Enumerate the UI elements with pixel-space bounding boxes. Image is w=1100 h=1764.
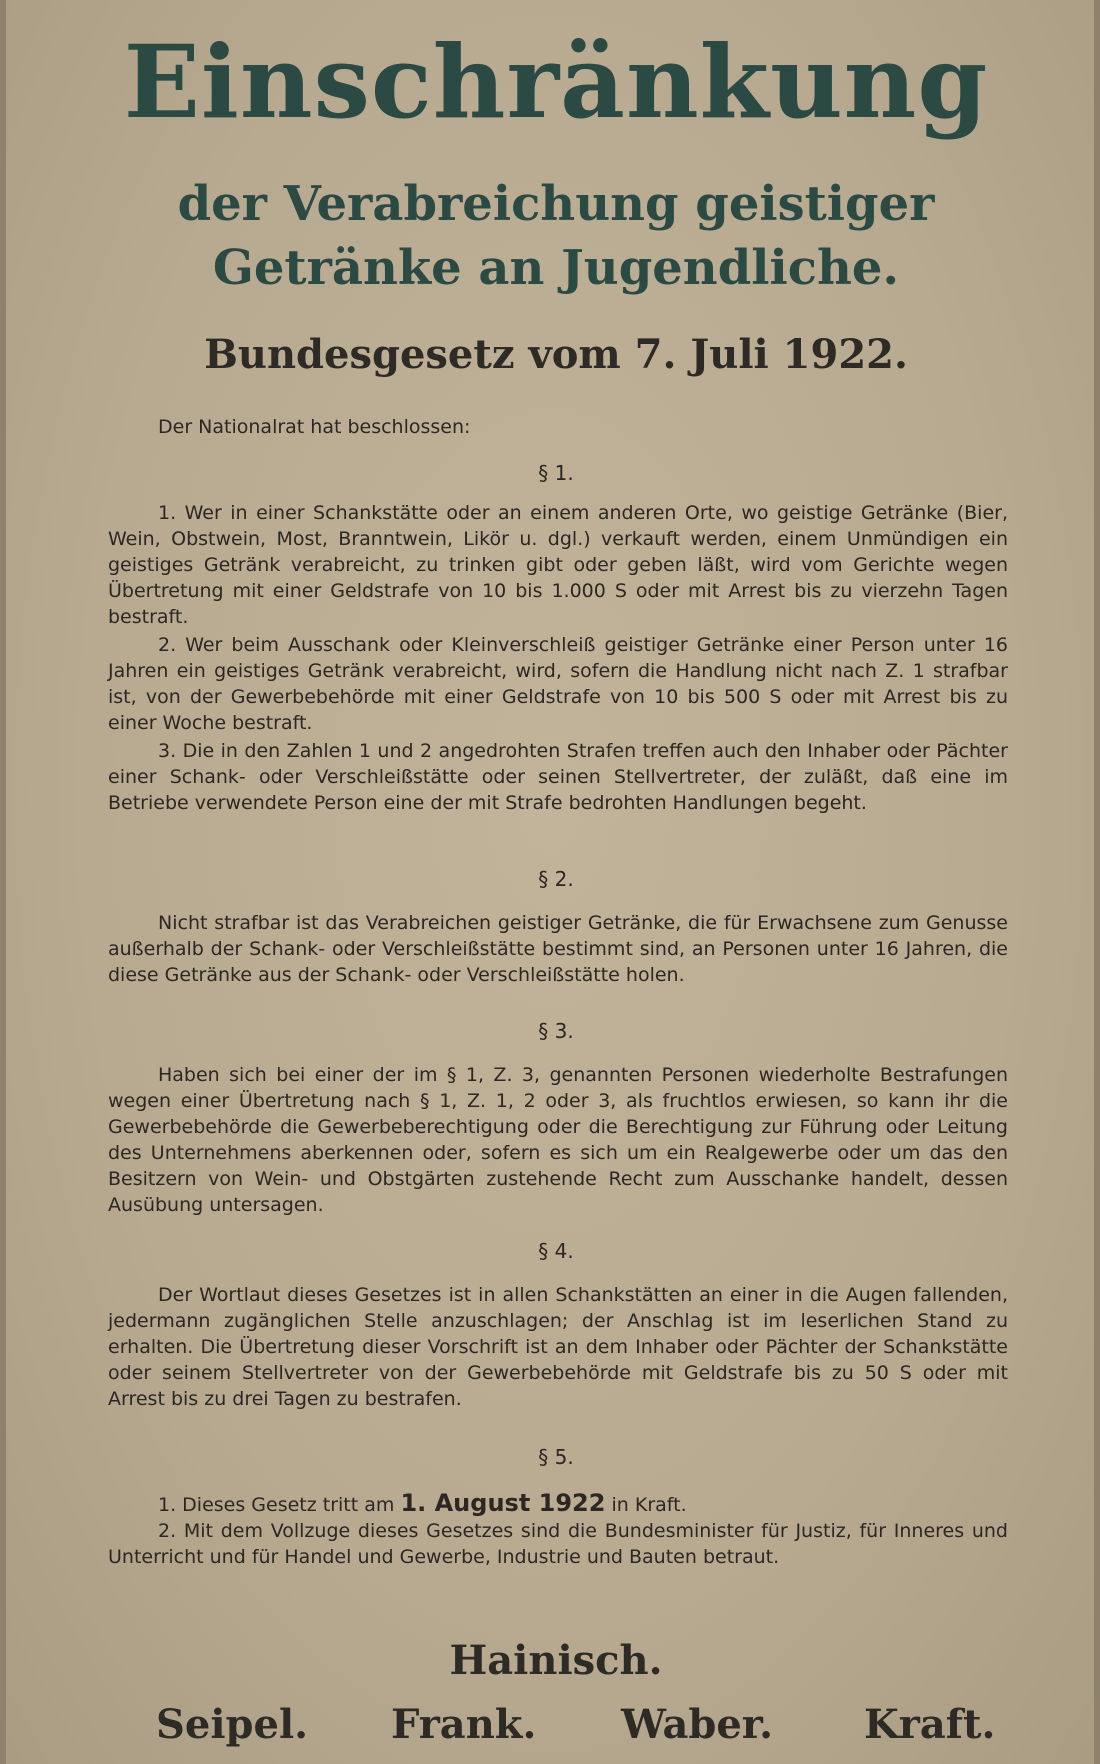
president-signature: Hainisch. xyxy=(449,1637,663,1684)
section-5-text-after-date: in Kraft. xyxy=(611,1494,687,1516)
section-3-heading: § 3. xyxy=(538,1019,574,1043)
section-4-heading: § 4. xyxy=(538,1239,574,1263)
section-1-body xyxy=(108,500,1008,816)
section-1-paragraph-3: 3. Die in den Zahlen 1 und 2 angedrohten Strafen treffen auch den Inhaber oder Pächter einer Schank- oder Verschleißstätte oder seinen Stellvertreter, der zuläßt, daß eine im Betriebe verwendete Person eine der mit Strafe bedrohten Handlungen begeht. xyxy=(108,740,1008,814)
law-date: Bundesgesetz vom 7. Juli 1922. xyxy=(204,331,908,378)
section-1-paragraph-1: 1. Wer in einer Schankstätte oder an einem anderen Orte, wo geistige Getränke (Bier, Wein, Obstwein, Most, Branntwein, Likör u. dgl.) verkauft werden, einem Unmündigen ein geistiges Getränk verabreicht, zu trinken gibt oder geben läßt, wird vom Gerichte wegen Übertretung mit einer Geldstrafe von 10 bis 1.000 S oder mit Arrest bis zu vierzehn Tagen bestraft. xyxy=(108,502,1008,628)
section-4-paragraph-1: Der Wortlaut dieses Gesetzes ist in allen Schankstätten an einer in die Augen fallenden, jedermann zugänglichen Stelle anzuschlagen; der Anschlag ist im leserlichen Stand zu erhalten. Die Übertretung dieser Vorschrift ist an dem Inhaber oder Pächter der Schankstätte oder seinem Stellvertreter von der Gewerbebehörde mit Geldstrafe bis zu 50 S oder mit Arrest bis zu drei Tagen zu bestrafen. xyxy=(108,1284,1008,1410)
section-2-paragraph-1: Nicht strafbar ist das Verabreichen geistiger Getränke, die für Erwachsene zum Genusse außerhalb der Schank- oder Verschleißstätte bestimmt sind, an Personen unter 16 Jahren, die diese Getränke aus der Schank- oder Verschleißstätte holen. xyxy=(108,912,1008,986)
poster-title: Einschränkung xyxy=(123,23,989,141)
minister-signature: Frank. xyxy=(391,1701,537,1748)
section-3-body xyxy=(108,1062,1008,1218)
section-2-heading: § 2. xyxy=(538,867,574,891)
minister-signature: Kraft. xyxy=(864,1701,996,1748)
effective-date: 1. August 1922 xyxy=(400,1489,606,1517)
section-1-heading: § 1. xyxy=(538,461,574,485)
intro-text: Der Nationalrat hat beschlossen: xyxy=(158,416,471,438)
section-4-body xyxy=(108,1282,1008,1412)
minister-signature: Seipel. xyxy=(156,1701,309,1748)
section-5-heading: § 5. xyxy=(538,1445,574,1469)
poster-subtitle: der Verabreichung geistiger Getränke an Jugendliche. xyxy=(177,176,935,296)
minister-signature: Waber. xyxy=(621,1701,774,1748)
section-5-paragraph-1 xyxy=(108,1490,1008,1518)
section-2-body xyxy=(108,910,1008,988)
section-1-paragraph-2: 2. Wer beim Ausschank oder Kleinverschleiß geistiger Getränke einer Person unter 16 Jahren ein geistiges Getränk verabreicht, wird, sofern die Handlung nicht nach Z. 1 strafbar ist, von der Gewerbebehörde mit einer Geldstrafe von 10 bis 500 S oder mit Arrest bis zu einer Woche bestraft. xyxy=(108,634,1008,734)
section-5-paragraph-2: 2. Mit dem Vollzuge dieses Gesetzes sind die Bundesminister für Justiz, für Inneres und Unterricht und für Handel und Gewerbe, Industrie und Bauten betraut. xyxy=(108,1520,1008,1568)
section-3-paragraph-1: Haben sich bei einer der im § 1, Z. 3, genannten Personen wiederholte Bestrafungen wegen einer Übertretung nach § 1, Z. 1, 2 oder 3, als fruchtlos erwiesen, so kann ihr die Gewerbebehörde die Gewerbeberechtigung oder die Berechtigung zur Führung oder Leitung des Unternehmens aberkennen oder, sofern es sich um ein Realgewerbe oder um das den Besitzern von Wein- und Obstgärten zustehende Recht zum Ausschanke handelt, dessen Ausübung untersagen. xyxy=(108,1064,1008,1216)
section-5-body xyxy=(108,1490,1008,1570)
section-5-text-before-date: 1. Dieses Gesetz tritt am xyxy=(158,1494,395,1516)
